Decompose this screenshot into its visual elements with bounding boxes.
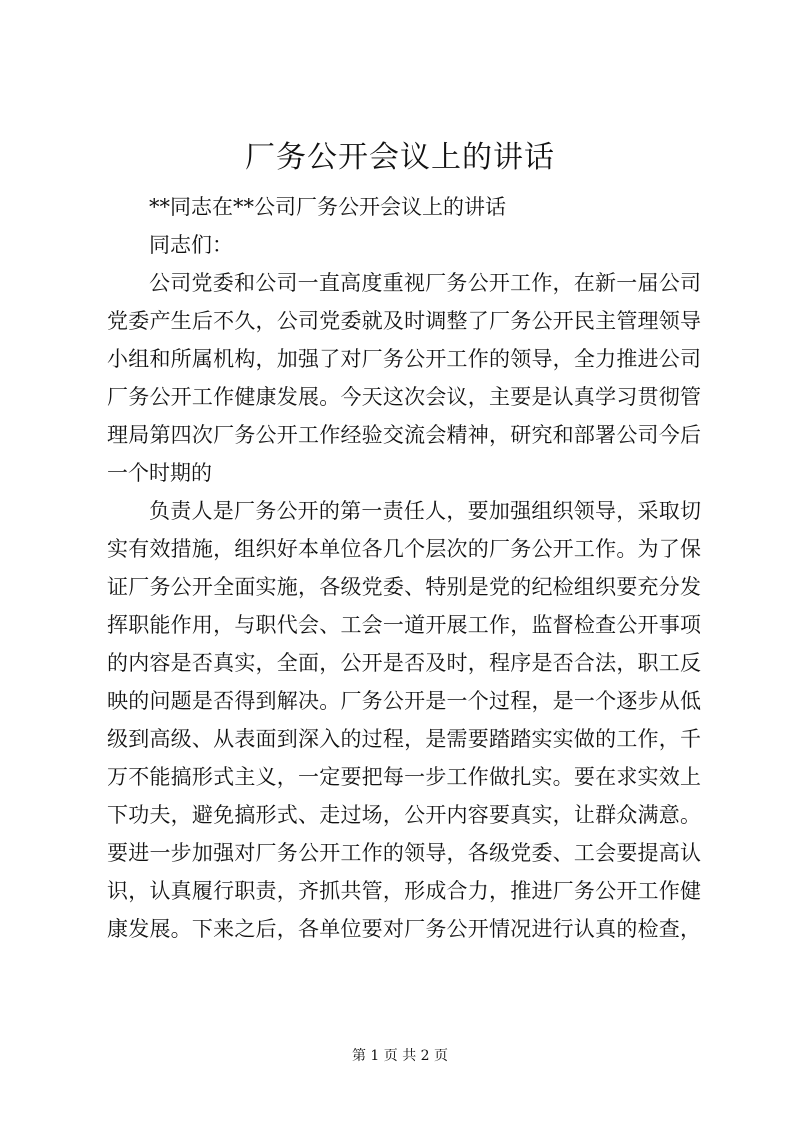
- text-line: 党委产生后不久，公司党委就及时调整了厂务公开民主管理领导: [107, 309, 701, 333]
- text-line: **同志在**公司厂务公开会议上的讲话: [149, 195, 506, 219]
- text-line: 实有效措施，组织好本单位各几个层次的厂务公开工作。为了保: [107, 537, 701, 561]
- text-line: 要进一步加强对厂务公开工作的领导，各级党委、工会要提高认: [107, 841, 701, 865]
- page-footer: 第 1 页 共 2 页: [351, 1048, 449, 1064]
- document-title: 厂务公开会议上的讲话: [245, 140, 555, 175]
- text-line: 的内容是否真实，全面，公开是否及时，程序是否合法，职工反: [107, 651, 701, 675]
- text-line: 负责人是厂务公开的第一责任人，要加强组织领导，采取切: [149, 499, 701, 523]
- text-line: 一个时期的: [107, 461, 212, 485]
- document-body: [107, 188, 701, 948]
- text-line: 厂务公开工作健康发展。今天这次会议，主要是认真学习贯彻管: [107, 385, 701, 409]
- text-line: 证厂务公开全面实施，各级党委、特别是党的纪检组织要充分发: [107, 575, 701, 599]
- text-line: 公司党委和公司一直高度重视厂务公开工作，在新一届公司: [149, 271, 701, 295]
- text-line: 同志们：: [149, 233, 233, 257]
- text-line: 挥职能作用，与职代会、工会一道开展工作，监督检查公开事项: [107, 613, 701, 637]
- text-line: 下功夫，避免搞形式、走过场，公开内容要真实，让群众满意。: [107, 803, 701, 827]
- text-line: 理局第四次厂务公开工作经验交流会精神，研究和部署公司今后: [107, 423, 701, 447]
- text-line: 识，认真履行职责，齐抓共管，形成合力，推进厂务公开工作健: [107, 879, 701, 903]
- text-line: 小组和所属机构，加强了对厂务公开工作的领导，全力推进公司: [107, 347, 701, 371]
- text-line: 映的问题是否得到解决。厂务公开是一个过程，是一个逐步从低: [107, 689, 701, 713]
- text-line: 级到高级、从表面到深入的过程，是需要踏踏实实做的工作，千: [107, 727, 701, 751]
- text-line: 康发展。下来之后，各单位要对厂务公开情况进行认真的检查，: [107, 917, 701, 941]
- text-line: 万不能搞形式主义，一定要把每一步工作做扎实。要在求实效上: [107, 765, 701, 789]
